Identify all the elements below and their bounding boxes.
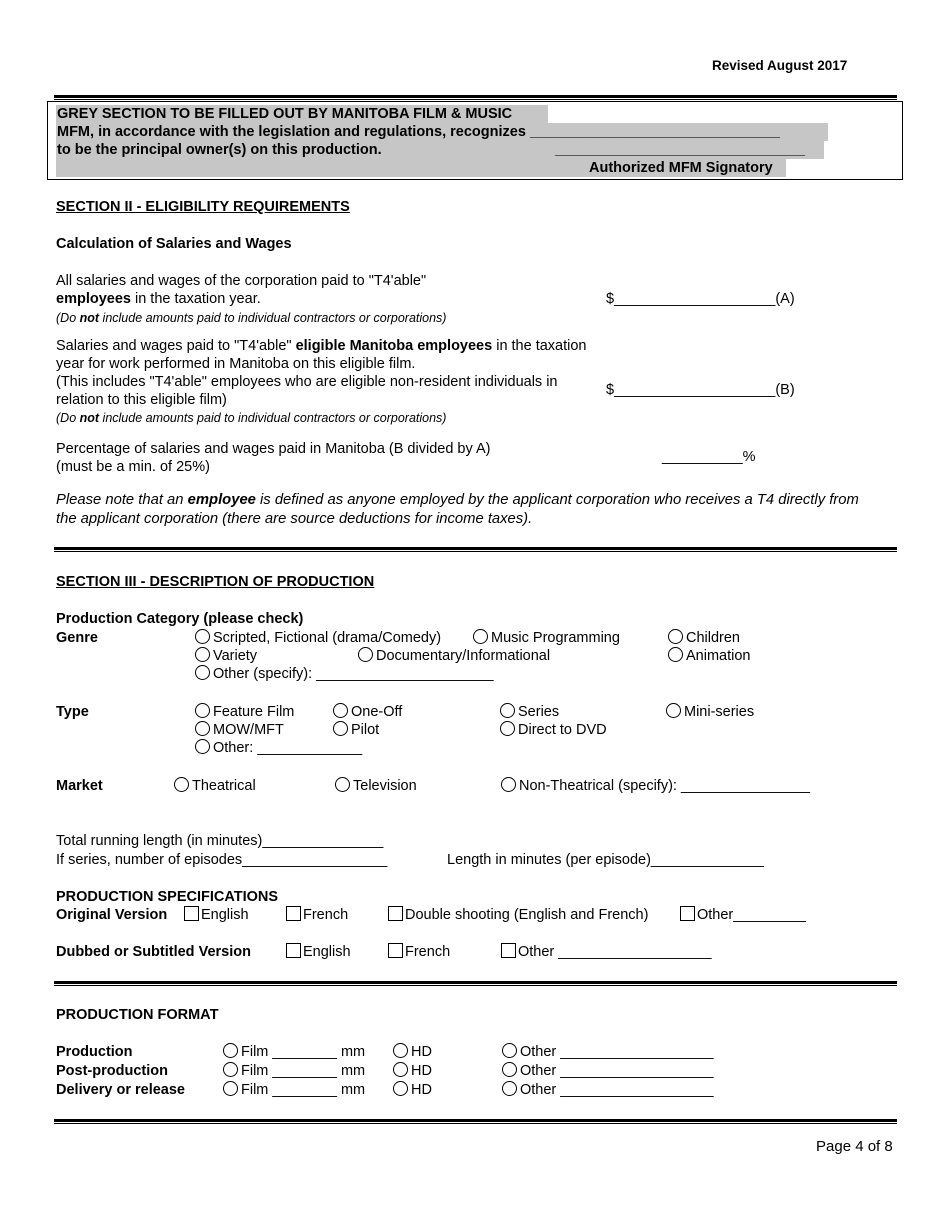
grey-line-1: GREY SECTION TO BE FILLED OUT BY MANITOBA FILM & MUSIC	[56, 105, 548, 123]
percentage-field[interactable]: __________%	[662, 449, 756, 465]
type-series-option[interactable]: Series	[500, 703, 559, 721]
genre-label: Genre	[56, 630, 98, 646]
radio-icon[interactable]	[502, 1062, 517, 1077]
pct-line-2: (must be a min. of 25%)	[56, 459, 210, 475]
genre-scripted-option[interactable]: Scripted, Fictional (drama/Comedy)	[195, 629, 441, 647]
post-production-hd-option[interactable]: HD	[393, 1062, 432, 1080]
checkbox-icon[interactable]	[388, 906, 403, 921]
radio-icon[interactable]	[500, 721, 515, 736]
genre-variety-option[interactable]: Variety	[195, 647, 257, 665]
radio-icon[interactable]	[195, 721, 210, 736]
radio-icon[interactable]	[195, 665, 210, 680]
employee-note-line-2: the applicant corporation (there are source deductions for income taxes).	[56, 511, 533, 527]
grey-line-3: to be the principal owner(s) on this production. _______________________________	[56, 141, 824, 159]
delivery-hd-option[interactable]: HD	[393, 1081, 432, 1099]
divider	[54, 981, 897, 986]
market-theatrical-option[interactable]: Theatrical	[174, 777, 256, 795]
radio-icon[interactable]	[333, 703, 348, 718]
production-film-option[interactable]: Film ________ mm	[223, 1043, 365, 1061]
market-television-option[interactable]: Television	[335, 777, 417, 795]
format-row-label: Delivery or release	[56, 1082, 185, 1098]
b-line-4: relation to this eligible film)	[56, 392, 227, 408]
section-2-heading: SECTION II - ELIGIBILITY REQUIREMENTS	[56, 199, 350, 215]
type-miniseries-option[interactable]: Mini-series	[666, 703, 754, 721]
radio-icon[interactable]	[195, 739, 210, 754]
type-oneoff-option[interactable]: One-Off	[333, 703, 402, 721]
radio-icon[interactable]	[502, 1043, 517, 1058]
radio-icon[interactable]	[501, 777, 516, 792]
episodes-field[interactable]: If series, number of episodes__________________	[56, 852, 388, 868]
genre-documentary-option[interactable]: Documentary/Informational	[358, 647, 550, 665]
dubbed-english-option[interactable]: English	[286, 943, 351, 961]
genre-other-option[interactable]: Other (specify): ______________________	[195, 665, 494, 683]
radio-icon[interactable]	[195, 703, 210, 718]
spec-heading: PRODUCTION SPECIFICATIONS	[56, 889, 279, 905]
grey-line-2: MFM, in accordance with the legislation and regulations, recognizes _______________________________	[56, 123, 828, 141]
section-3-heading: SECTION III - DESCRIPTION OF PRODUCTION	[56, 574, 375, 590]
original-version-label: Original Version	[56, 907, 168, 923]
type-dvd-option[interactable]: Direct to DVD	[500, 721, 607, 739]
checkbox-icon[interactable]	[286, 906, 301, 921]
checkbox-icon[interactable]	[388, 943, 403, 958]
a-line-2: employees in the taxation year.	[56, 291, 261, 307]
a-note: (Do not include amounts paid to individual contractors or corporations)	[56, 311, 447, 325]
original-english-option[interactable]: English	[184, 906, 249, 924]
authorized-signatory-label: Authorized MFM Signatory	[589, 160, 773, 176]
radio-icon[interactable]	[335, 777, 350, 792]
genre-animation-option[interactable]: Animation	[668, 647, 750, 665]
pct-line-1: Percentage of salaries and wages paid in Manitoba (B divided by A)	[56, 441, 491, 457]
radio-icon[interactable]	[223, 1043, 238, 1058]
genre-children-option[interactable]: Children	[668, 629, 740, 647]
radio-icon[interactable]	[393, 1043, 408, 1058]
radio-icon[interactable]	[500, 703, 515, 718]
original-other-option[interactable]: Other_________	[680, 906, 806, 924]
genre-music-option[interactable]: Music Programming	[473, 629, 620, 647]
radio-icon[interactable]	[393, 1062, 408, 1077]
radio-icon[interactable]	[502, 1081, 517, 1096]
radio-icon[interactable]	[666, 703, 681, 718]
b-line-3: (This includes "T4'able" employees who are eligible non-resident individuals in	[56, 374, 558, 390]
radio-icon[interactable]	[393, 1081, 408, 1096]
type-label: Type	[56, 704, 89, 720]
signature-blank[interactable]: _______________________________	[555, 142, 805, 158]
owner-blank[interactable]: _______________________________	[529, 124, 780, 140]
revised-date: Revised August 2017	[712, 58, 848, 73]
production-other-option[interactable]: Other ___________________	[502, 1043, 714, 1061]
format-row-label: Production	[56, 1044, 133, 1060]
checkbox-icon[interactable]	[501, 943, 516, 958]
running-length-field[interactable]: Total running length (in minutes)_______________	[56, 833, 384, 849]
radio-icon[interactable]	[473, 629, 488, 644]
checkbox-icon[interactable]	[184, 906, 199, 921]
radio-icon[interactable]	[668, 629, 683, 644]
post-production-film-option[interactable]: Film ________ mm	[223, 1062, 365, 1080]
post-production-other-option[interactable]: Other ___________________	[502, 1062, 714, 1080]
divider	[54, 547, 897, 552]
original-double-option[interactable]: Double shooting (English and French)	[388, 906, 648, 924]
amount-a-field[interactable]: $____________________(A)	[606, 291, 795, 307]
checkbox-icon[interactable]	[286, 943, 301, 958]
divider	[54, 1119, 897, 1124]
salaries-subheading: Calculation of Salaries and Wages	[56, 236, 292, 252]
checkbox-icon[interactable]	[680, 906, 695, 921]
category-label: Production Category (please check)	[56, 611, 304, 627]
market-label: Market	[56, 778, 103, 794]
format-row-label: Post-production	[56, 1063, 168, 1079]
production-hd-option[interactable]: HD	[393, 1043, 432, 1061]
original-french-option[interactable]: French	[286, 906, 348, 924]
b-note: (Do not include amounts paid to individual contractors or corporations)	[56, 411, 447, 425]
type-pilot-option[interactable]: Pilot	[333, 721, 379, 739]
employee-note-line-1: Please note that an employee is defined as anyone employed by the applicant corporation who receives a T4 directly from	[56, 492, 859, 508]
delivery-other-option[interactable]: Other ___________________	[502, 1081, 714, 1099]
b-line-2: year for work performed in Manitoba on this eligible film.	[56, 356, 416, 372]
length-per-episode-field[interactable]: Length in minutes (per episode)______________	[447, 852, 764, 868]
radio-icon[interactable]	[668, 647, 683, 662]
divider	[54, 95, 897, 100]
a-line-1: All salaries and wages of the corporation paid to "T4'able"	[56, 273, 427, 289]
page-number: Page 4 of 8	[816, 1138, 893, 1155]
radio-icon[interactable]	[195, 647, 210, 662]
format-heading: PRODUCTION FORMAT	[56, 1007, 219, 1023]
radio-icon[interactable]	[195, 629, 210, 644]
market-nontheatrical-option[interactable]: Non-Theatrical (specify): ________________	[501, 777, 810, 795]
radio-icon[interactable]	[358, 647, 373, 662]
dubbed-french-option[interactable]: French	[388, 943, 450, 961]
dubbed-version-label: Dubbed or Subtitled Version	[56, 944, 251, 960]
radio-icon[interactable]	[333, 721, 348, 736]
type-feature-option[interactable]: Feature Film	[195, 703, 294, 721]
delivery-film-option[interactable]: Film ________ mm	[223, 1081, 365, 1099]
amount-b-field[interactable]: $____________________(B)	[606, 382, 795, 398]
b-line-1: Salaries and wages paid to "T4'able" eligible Manitoba employees in the taxation	[56, 338, 587, 354]
radio-icon[interactable]	[223, 1081, 238, 1096]
grey-section-box	[47, 101, 903, 180]
radio-icon[interactable]	[174, 777, 189, 792]
type-other-option[interactable]: Other: _____________	[195, 739, 362, 757]
dubbed-other-option[interactable]: Other ___________________	[501, 943, 712, 961]
radio-icon[interactable]	[223, 1062, 238, 1077]
type-mow-option[interactable]: MOW/MFT	[195, 721, 284, 739]
